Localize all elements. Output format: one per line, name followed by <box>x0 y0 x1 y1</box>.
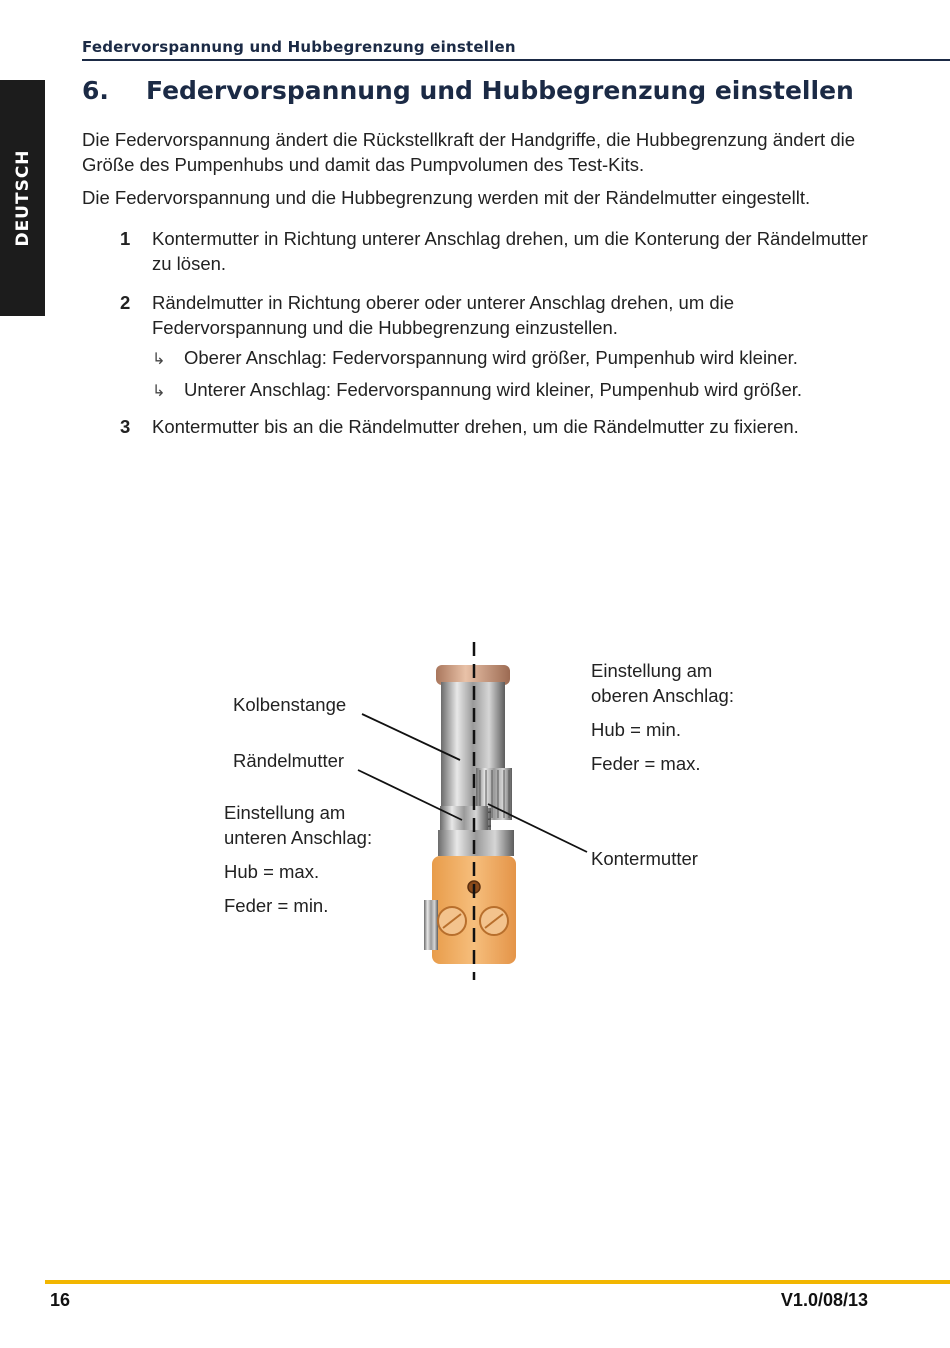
lower-collar <box>438 830 514 856</box>
result-2 <box>152 377 802 404</box>
piston-rod <box>441 682 505 810</box>
result-text: Oberer Anschlag: Federvorspannung wird größer, Pumpenhub wird kleiner. <box>184 347 798 368</box>
knurled-nut-body <box>476 768 512 820</box>
step-text: Rändelmutter in Richtung oberer oder unterer Anschlag drehen, um die Federvorspannung und die Hubbegrenzung einzustellen. <box>152 292 735 338</box>
header-rule <box>82 59 950 61</box>
step-number: 1 <box>120 228 131 249</box>
upper-stop-line1: Einstellung am <box>591 660 713 681</box>
copper-cap <box>436 665 510 685</box>
upper-stop-caption <box>591 658 734 776</box>
leader-raendelmutter <box>358 770 462 820</box>
running-header: Federvorspannung und Hubbegrenzung einstellen <box>82 38 516 56</box>
footer-rule <box>45 1280 950 1284</box>
lower-stop-caption <box>224 800 372 918</box>
step-number: 3 <box>120 416 131 437</box>
threaded-rod <box>455 808 491 860</box>
lower-stop-line2: unteren Anschlag: <box>224 827 373 848</box>
section-number: 6. <box>82 76 109 105</box>
page-number: 16 <box>50 1290 71 1310</box>
thread-lines <box>455 812 491 850</box>
label-raendelmutter: Rändelmutter <box>233 750 345 771</box>
result-text: Unterer Anschlag: Federvorspannung wird kleiner, Pumpenhub wird größer. <box>184 379 803 400</box>
label-kontermutter: Kontermutter <box>591 848 698 869</box>
leader-kontermutter <box>488 804 587 852</box>
version-label: V1.0/08/13 <box>780 1290 868 1310</box>
lock-nut <box>440 806 488 830</box>
section-heading <box>82 76 854 105</box>
result-arrow-icon: ↳ <box>152 351 166 368</box>
intro-paragraph-2: Die Federvorspannung und die Hubbegrenzung werden mit der Rändelmutter eingestellt. <box>82 187 811 208</box>
section-title: Federvorspannung und Hubbegrenzung einstellen <box>146 76 854 105</box>
orange-housing <box>432 856 516 964</box>
step-text: Kontermutter bis an die Rändelmutter drehen, um die Rändelmutter zu fixieren. <box>152 416 799 437</box>
screw-right-icon <box>480 907 508 935</box>
upper-stop-line2: oberen Anschlag: <box>591 685 734 706</box>
language-tab-label: DEUTSCH <box>12 149 33 247</box>
upper-stop-feder: Feder = max. <box>591 753 701 774</box>
upper-stop-hub: Hub = min. <box>591 719 681 740</box>
housing-side <box>424 900 438 950</box>
result-arrow-icon: ↳ <box>152 383 166 400</box>
lower-stop-hub: Hub = max. <box>224 861 320 882</box>
intro-paragraph-1: Die Federvorspannung ändert die Rückstellkraft der Handgriffe, die Hubbegrenzung ändert die Größe des Pumpenhubs und damit das Pumpvolumen des Test-Kits. <box>82 129 856 175</box>
step-number: 2 <box>120 292 131 313</box>
step-text: Kontermutter in Richtung unterer Anschlag drehen, um die Konterung der Rändelmutter zu lösen. <box>152 228 868 274</box>
label-kolbenstange: Kolbenstange <box>233 694 347 715</box>
leader-kolbenstange <box>362 714 460 760</box>
housing-bolt <box>468 881 480 893</box>
lower-stop-feder: Feder = min. <box>224 895 329 916</box>
lower-stop-line1: Einstellung am <box>224 802 346 823</box>
result-1 <box>152 345 798 372</box>
language-tab <box>0 80 45 316</box>
screw-left-icon <box>438 907 466 935</box>
knurl-lines <box>480 770 509 818</box>
